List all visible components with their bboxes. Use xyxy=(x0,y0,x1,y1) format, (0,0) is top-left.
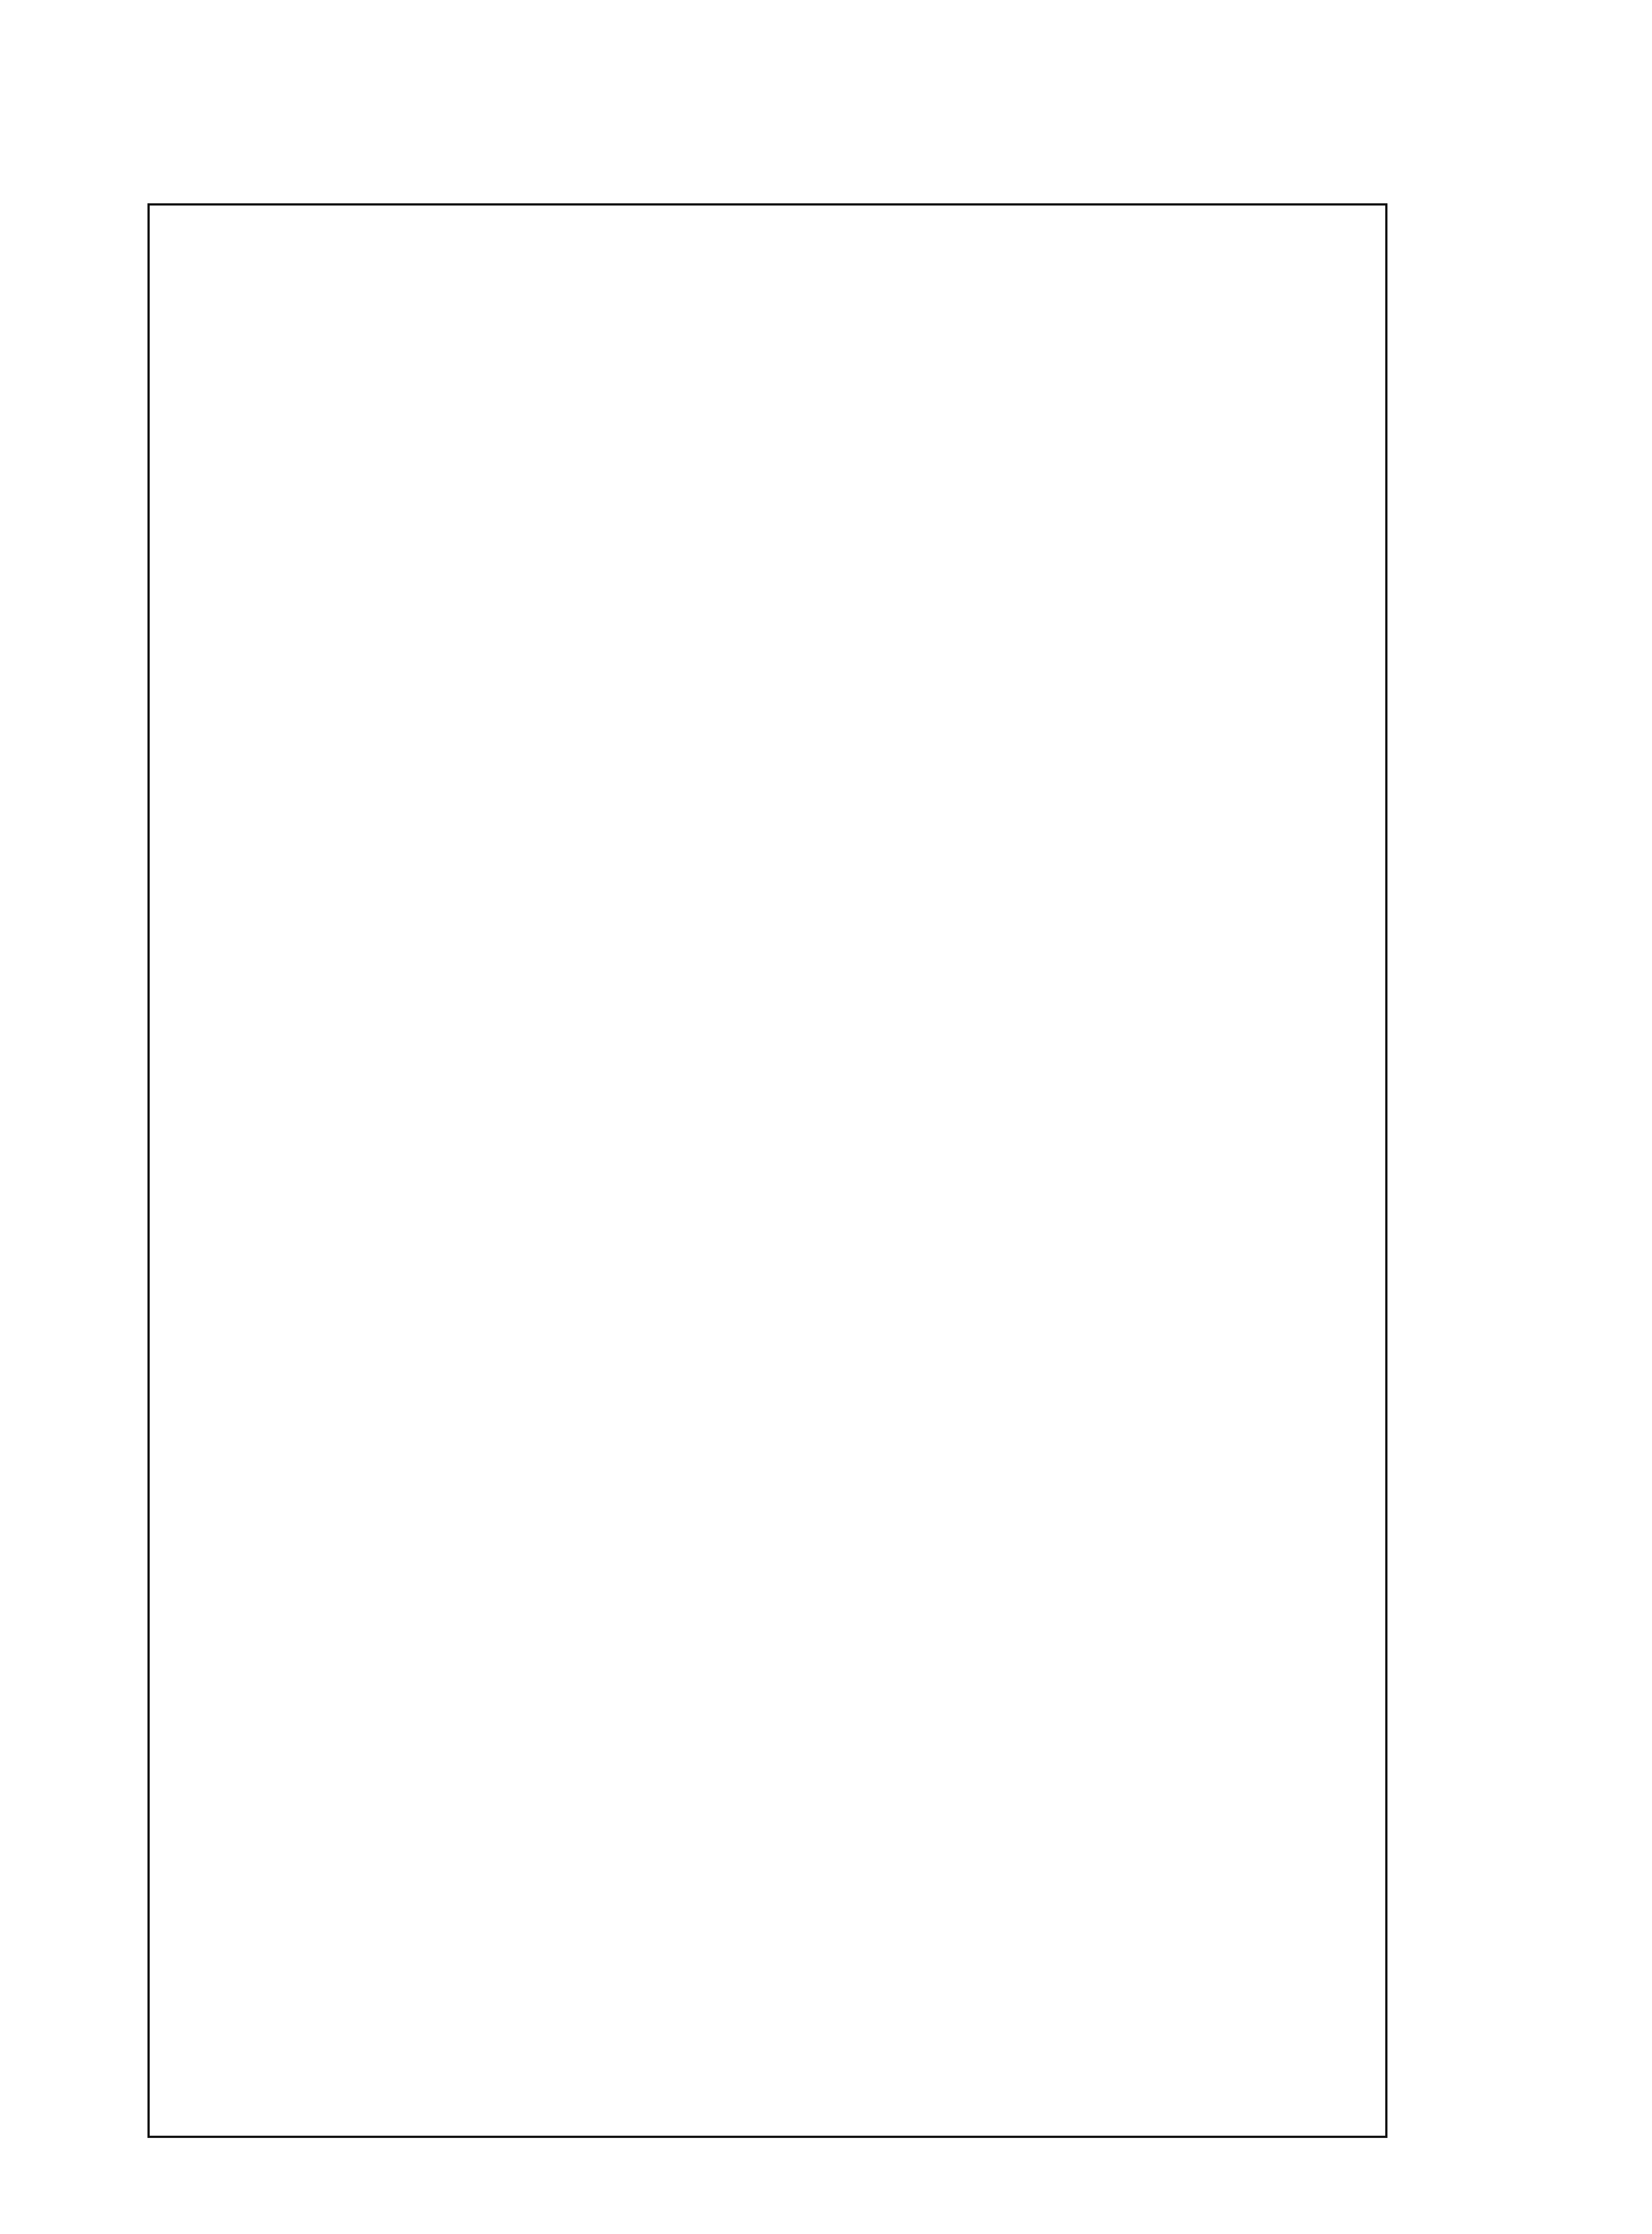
table-frame xyxy=(147,203,1387,2138)
